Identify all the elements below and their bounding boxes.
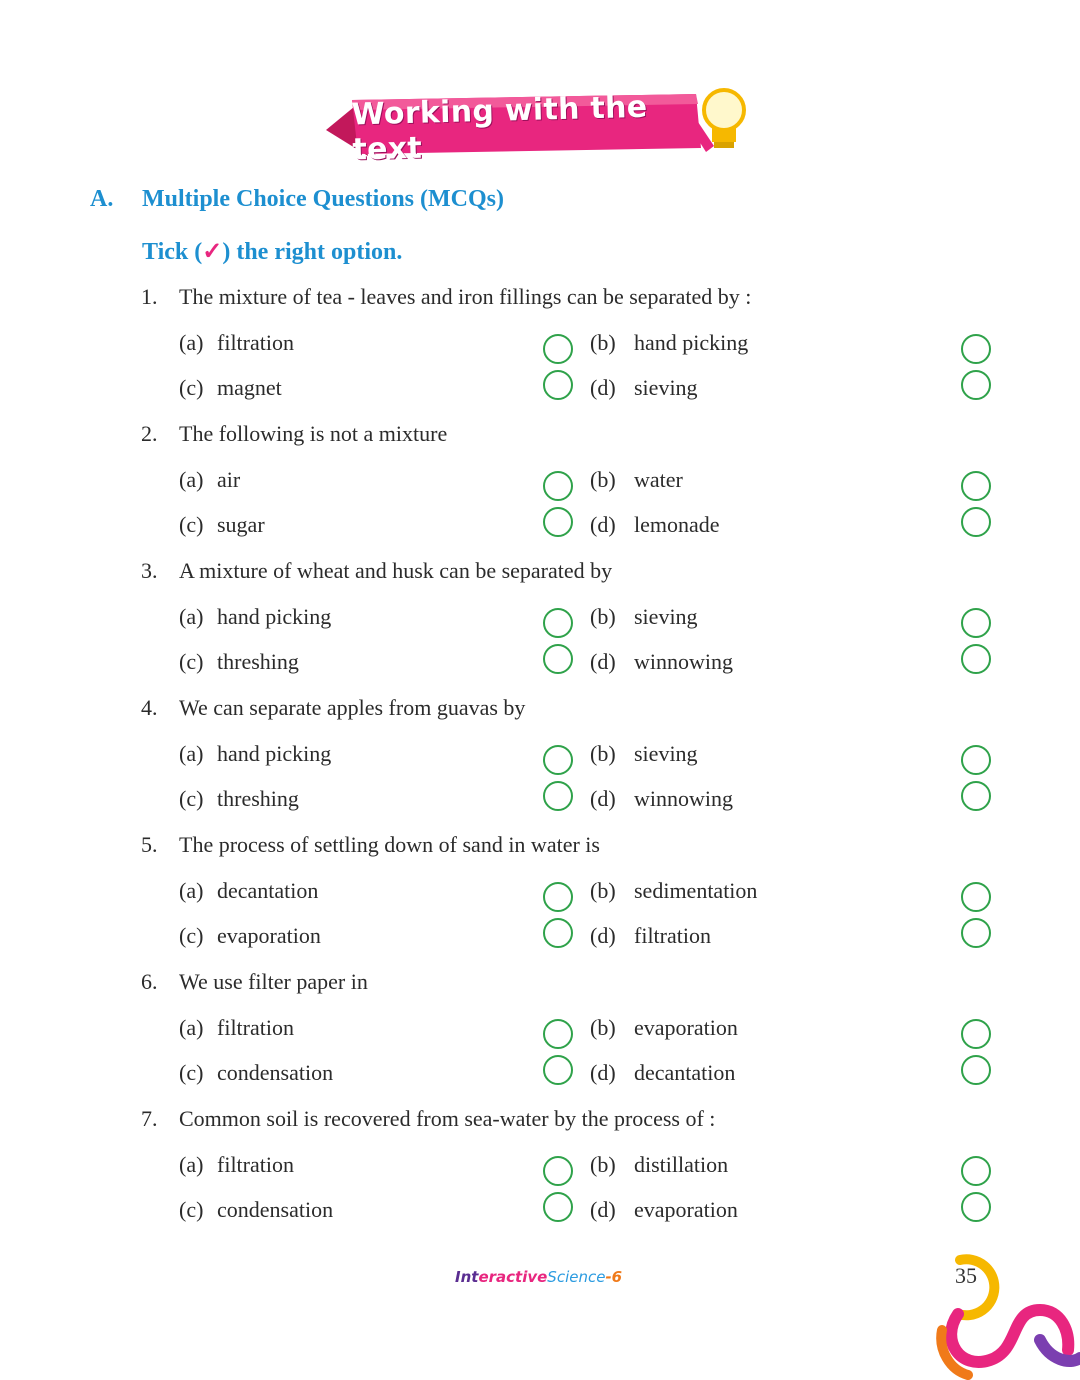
question-number: 3.: [141, 558, 158, 583]
option-c-text: evaporation: [217, 923, 321, 948]
question-number: 5.: [141, 832, 158, 857]
option-b-label: (b): [590, 1015, 616, 1040]
option-a-circle[interactable]: [543, 745, 573, 775]
option-c-label: (c): [179, 375, 204, 400]
option-a-label: (a): [179, 467, 204, 492]
decorative-swirl-icon: [920, 1240, 1080, 1380]
instruction-prefix: Tick (: [142, 239, 203, 265]
option-c-text: condensation: [217, 1197, 334, 1222]
question-text: We can separate apples from guavas by: [179, 695, 526, 720]
option-d-text: winnowing: [634, 649, 733, 674]
option-b-text: sedimentation: [634, 878, 758, 903]
option-b-text: sieving: [634, 741, 698, 766]
option-d-circle[interactable]: [961, 918, 991, 948]
option-a-circle[interactable]: [543, 608, 573, 638]
question-number: 6.: [141, 969, 158, 994]
option-d-label: (d): [590, 1060, 616, 1085]
option-c-circle[interactable]: [543, 370, 573, 400]
question-number: 7.: [141, 1106, 158, 1131]
option-d-circle[interactable]: [961, 370, 991, 400]
option-b-label: (b): [590, 604, 616, 629]
option-d-label: (d): [590, 923, 616, 948]
option-c-text: sugar: [217, 512, 265, 537]
option-d-text: winnowing: [634, 786, 733, 811]
option-a-circle[interactable]: [543, 471, 573, 501]
option-a-circle[interactable]: [543, 1156, 573, 1186]
option-b-label: (b): [590, 878, 616, 903]
banner-title: Working with the text: [351, 89, 648, 168]
instruction: [142, 237, 402, 266]
option-b-label: (b): [590, 330, 616, 355]
option-c-label: (c): [179, 1197, 204, 1222]
option-d-label: (d): [590, 649, 616, 674]
logo-part-2: eractive: [478, 1268, 548, 1286]
option-b-label: (b): [590, 1152, 616, 1177]
option-d-text: filtration: [634, 923, 711, 948]
option-b-circle[interactable]: [961, 1156, 991, 1186]
tick-icon: ✓: [202, 239, 223, 265]
option-a-label: (a): [179, 878, 204, 903]
option-a-label: (a): [179, 1015, 204, 1040]
option-a-circle[interactable]: [543, 334, 573, 364]
option-a-text: decantation: [217, 878, 319, 903]
question-text: The mixture of tea - leaves and iron fillings can be separated by :: [179, 284, 752, 309]
option-a-circle[interactable]: [543, 882, 573, 912]
question-number: 4.: [141, 695, 158, 720]
question-number: 1.: [141, 284, 158, 309]
option-a-text: hand picking: [217, 741, 332, 766]
logo-part-1: Int: [455, 1268, 479, 1286]
question-text: We use filter paper in: [179, 969, 368, 994]
option-a-label: (a): [179, 330, 204, 355]
option-a-label: (a): [179, 1152, 204, 1177]
option-c-circle[interactable]: [543, 918, 573, 948]
section-title: Multiple Choice Questions (MCQs): [142, 186, 504, 212]
logo-part-4: -6: [605, 1268, 623, 1286]
option-b-text: sieving: [634, 604, 698, 629]
option-c-circle[interactable]: [543, 644, 573, 674]
option-a-text: hand picking: [217, 604, 332, 629]
option-a-circle[interactable]: [543, 1019, 573, 1049]
option-b-circle[interactable]: [961, 882, 991, 912]
option-b-text: distillation: [634, 1152, 729, 1177]
option-c-circle[interactable]: [543, 1192, 573, 1222]
page-number: 35: [955, 1263, 977, 1288]
option-b-circle[interactable]: [961, 745, 991, 775]
option-b-text: water: [634, 467, 683, 492]
option-b-circle[interactable]: [961, 471, 991, 501]
question-text: Common soil is recovered from sea-water by the process of :: [179, 1106, 716, 1131]
instruction-suffix: ) the right option.: [222, 239, 403, 265]
section-letter: A.: [90, 186, 114, 212]
question-text: The process of settling down of sand in water is: [179, 832, 600, 857]
option-b-circle[interactable]: [961, 1019, 991, 1049]
option-c-label: (c): [179, 512, 204, 537]
option-a-text: air: [217, 467, 241, 492]
option-b-circle[interactable]: [961, 608, 991, 638]
option-d-circle[interactable]: [961, 507, 991, 537]
option-a-label: (a): [179, 604, 204, 629]
option-c-text: magnet: [217, 375, 282, 400]
option-d-circle[interactable]: [961, 644, 991, 674]
option-a-text: filtration: [217, 1015, 294, 1040]
option-c-label: (c): [179, 786, 204, 811]
option-d-label: (d): [590, 375, 616, 400]
option-b-label: (b): [590, 467, 616, 492]
option-c-circle[interactable]: [543, 781, 573, 811]
option-c-circle[interactable]: [543, 1055, 573, 1085]
option-a-label: (a): [179, 741, 204, 766]
question-text: A mixture of wheat and husk can be separated by: [179, 558, 613, 583]
logo-part-3: Science: [547, 1268, 606, 1286]
option-c-text: threshing: [217, 786, 299, 811]
footer-logo: [455, 1262, 635, 1292]
option-d-label: (d): [590, 1197, 616, 1222]
option-d-text: evaporation: [634, 1197, 738, 1222]
option-a-text: filtration: [217, 330, 294, 355]
option-b-text: evaporation: [634, 1015, 738, 1040]
option-c-label: (c): [179, 649, 204, 674]
question-number: 2.: [141, 421, 158, 446]
option-b-label: (b): [590, 741, 616, 766]
option-d-text: sieving: [634, 375, 698, 400]
option-c-text: condensation: [217, 1060, 334, 1085]
option-b-text: hand picking: [634, 330, 749, 355]
option-d-label: (d): [590, 512, 616, 537]
option-d-text: lemonade: [634, 512, 720, 537]
question-text: The following is not a mixture: [179, 421, 448, 446]
option-d-circle[interactable]: [961, 781, 991, 811]
option-d-circle[interactable]: [961, 1055, 991, 1085]
option-c-text: threshing: [217, 649, 299, 674]
option-c-label: (c): [179, 923, 204, 948]
option-d-label: (d): [590, 786, 616, 811]
option-c-label: (c): [179, 1060, 204, 1085]
option-a-text: filtration: [217, 1152, 294, 1177]
option-b-circle[interactable]: [961, 334, 991, 364]
option-d-circle[interactable]: [961, 1192, 991, 1222]
option-d-text: decantation: [634, 1060, 736, 1085]
option-c-circle[interactable]: [543, 507, 573, 537]
